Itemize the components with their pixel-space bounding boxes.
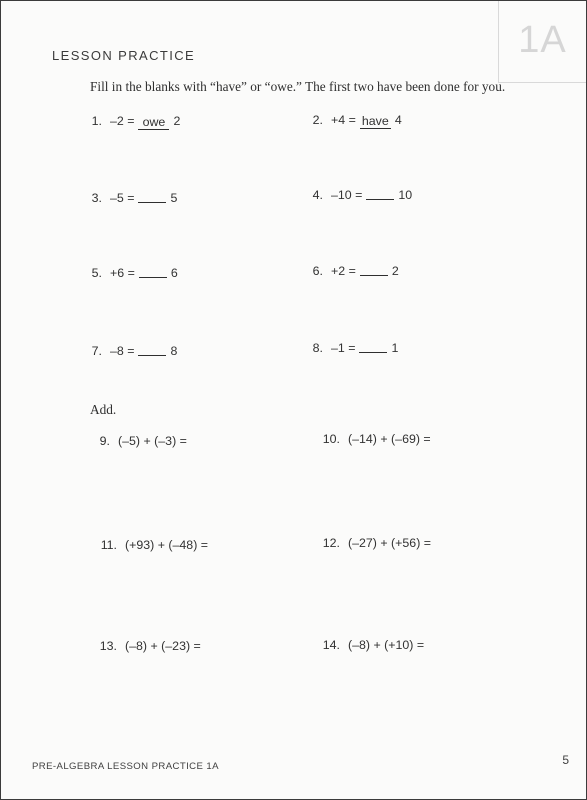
problem-right: 8 — [170, 344, 178, 358]
problem-right: 10 — [398, 188, 413, 202]
problem-14 — [310, 638, 424, 652]
answer-blank[interactable] — [138, 202, 166, 203]
problem-right: 4 — [394, 113, 402, 127]
answer-blank[interactable] — [138, 355, 166, 356]
problem-right: 5 — [170, 191, 178, 205]
problem-expression: (–8) + (+10) = — [348, 638, 425, 652]
problem-number: 10. — [322, 432, 340, 446]
instructions: Fill in the blanks with “have” or “owe.” The first two have been done for you. — [90, 79, 506, 94]
problem-number: 3. — [91, 191, 102, 205]
problem-8 — [293, 341, 398, 355]
problem-left: –5 = — [110, 191, 135, 205]
problem-number: 9. — [99, 434, 110, 448]
problem-number: 2. — [312, 113, 323, 127]
problem-11 — [87, 538, 208, 552]
problem-left: –8 = — [110, 344, 135, 358]
add-label: Add. — [90, 402, 117, 417]
footer-title: PRE-ALGEBRA LESSON PRACTICE 1A — [32, 761, 219, 772]
problem-expression: (–8) + (–23) = — [125, 639, 201, 653]
problem-left: –1 = — [331, 341, 356, 355]
problem-number: 4. — [312, 188, 323, 202]
problem-number: 6. — [312, 264, 323, 278]
problem-4 — [293, 188, 412, 202]
answer-blank[interactable]: owe — [138, 116, 169, 130]
problem-number: 8. — [312, 341, 323, 355]
problem-number: 7. — [91, 344, 102, 358]
problem-12 — [310, 536, 431, 550]
problem-number: 14. — [322, 638, 340, 652]
problem-left: +4 = — [331, 113, 356, 127]
problem-right: 6 — [170, 266, 178, 280]
problem-left: –10 = — [331, 188, 363, 202]
problem-2 — [293, 113, 402, 128]
problem-expression: (–5) + (–3) = — [118, 434, 187, 448]
answer-blank[interactable] — [359, 352, 387, 353]
problem-number: 1. — [91, 114, 102, 128]
problem-right: 2 — [173, 114, 181, 128]
answer-blank[interactable] — [366, 199, 394, 200]
problem-13 — [87, 639, 201, 653]
lesson-tag: 1A — [498, 1, 586, 83]
problem-6 — [293, 264, 399, 278]
answer-blank[interactable]: have — [360, 115, 391, 129]
problem-number: 5. — [91, 266, 102, 280]
problem-expression: (+93) + (–48) = — [125, 538, 208, 552]
problem-number: 13. — [99, 639, 117, 653]
problem-9 — [80, 434, 187, 448]
answer-blank[interactable] — [360, 275, 388, 276]
section-title: LESSON PRACTICE — [52, 48, 196, 63]
problem-3 — [72, 191, 177, 205]
problem-number: 12. — [322, 536, 340, 550]
problem-left: –2 = — [110, 114, 135, 128]
problem-7 — [72, 344, 177, 358]
problem-expression: (–27) + (+56) = — [348, 536, 431, 550]
problem-10 — [310, 432, 431, 446]
problem-1 — [72, 114, 180, 129]
problem-right: 2 — [391, 264, 399, 278]
problem-left: +2 = — [331, 264, 356, 278]
page-number: 5 — [562, 753, 569, 767]
problem-5 — [72, 266, 178, 280]
problem-expression: (–14) + (–69) = — [348, 432, 431, 446]
answer-blank[interactable] — [139, 277, 167, 278]
problem-right: 1 — [391, 341, 399, 355]
problem-number: 11. — [100, 538, 117, 552]
problem-left: +6 = — [110, 266, 135, 280]
